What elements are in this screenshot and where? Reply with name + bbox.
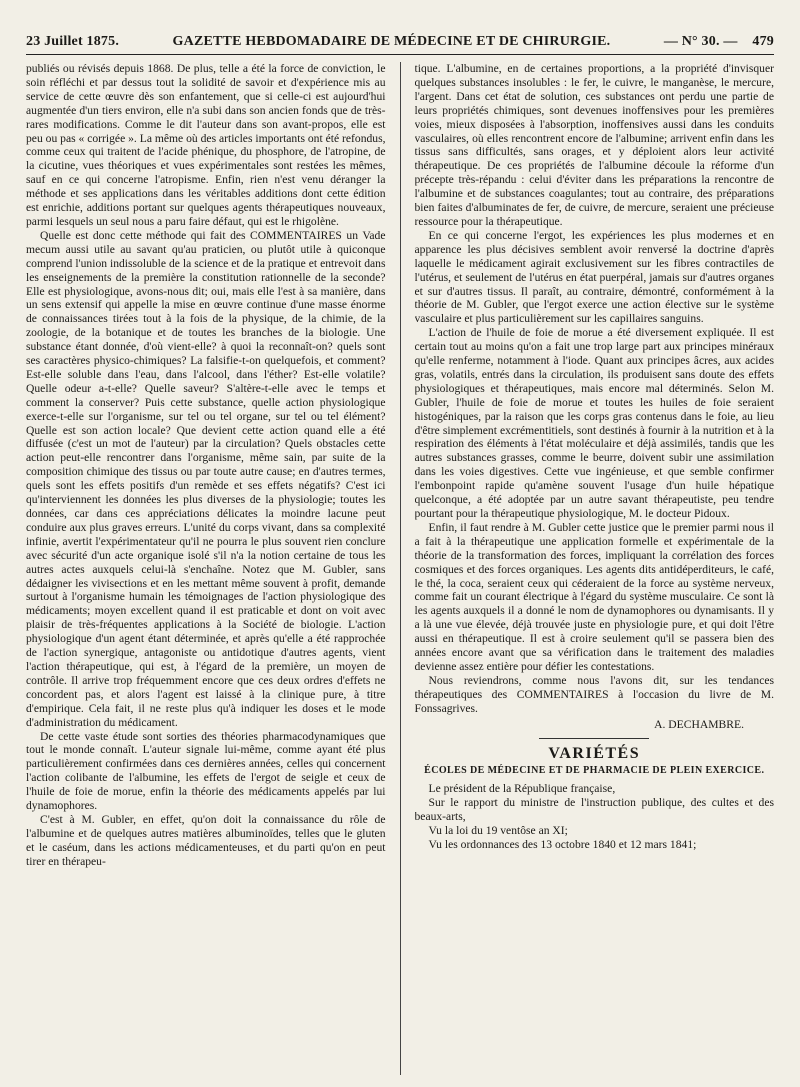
decree-line: Le président de la République française, — [428, 782, 616, 796]
right-column — [415, 62, 775, 1075]
paragraph: Enfin, il faut rendre à M. Gubler cette justice que le premier parmi nous il a fait à la thérapeutique une application formelle et expérimentale de la théorie de la transformation des forces, impliquant la corrélation des forces cosmiques et des forces organiques. Les agents dits antidéperditeurs, le café, le thé, la coca, seraient ceux qui céderaient de la force au système nerveux, comme fait un courant électrique à l'égard du système musculaire. Ce sont là les agents auxquels il a donné le nom de dynamophores ou dynamisants. Il y a là une vue élevée, déjà trouvée juste en physiologie pure, et qui doit l'être aussi en thérapeutique. Il est à croire seulement qu'il se passera bien des années encore avant que sa vérification dans le traitement des maladies devienne assez entière pour défier les contestations. — [414, 520, 774, 673]
section-subtitle: ÉCOLES DE MÉDECINE ET DE PHARMACIE DE PLEIN EXERCICE. — [424, 765, 765, 777]
section-divider — [539, 738, 649, 739]
paragraph: En ce qui concerne l'ergot, les expériences les plus modernes et en apparence les plus décisives semblent avoir renversé la doctrine d'après laquelle le médicament agirait exclusivement sur les fibres contractiles de l'utérus, et seulement de l'utérus en état puerpéral, jamais sur d'autres organes et sur d'autres tissus. Il paraît, au contraire, démontré, conformément à la théorie de M. Gubler, que l'ergot exerce une action élective sur le système vasculaire et plus particulièrement sur les capillaires sanguins. — [414, 228, 774, 326]
paragraph: Quelle est donc cette méthode qui fait des COMMENTAIRES un Vade mecum aussi utile au savant qu'au praticien, ou plutôt utile à quiconque comprend l'union indissoluble de la science et de la pratique et entrevoit dans les enseignements de la première la constitution rationnelle de la seconde? Elle est physiologique, avons-nous dit; oui, mais elle l'est à sa manière, dans un sens extensif qui appelle la mise en œuvre continue d'une masse énorme de connaissances tirées tout à la fois de la physique, de la chimie, de la zoologie, de la botanique et de toutes les branches de la biologie. Une substance étant donnée, d'où vient-elle? à quoi la reconnaît-on? quels sont ses caractères physico-chimiques? La falsifie-t-on quelquefois, et comment? Est-elle soluble dans l'eau, dans l'alcool, dans l'éther? Est-elle volatile? Quelle odeur a-t-elle? Quelle saveur? S'altère-t-elle avec le temps et comment la conserver? Puis cette substance, quelle action physiologique exerce-t-elle sur l'organisme, sur tel ou tel organe, sur tel ou tel élément? Quelle est son action locale? Que devient cette action quand elle a été diffusée (c'est un mot de l'auteur) par la circulation? Quels obstacles cette action peut-elle rencontrer dans l'organisme, même sain, par suite de la composition chimique des tissus ou par toute autre cause; en d'autres termes, quels sont les effets positifs d'un remède et ses effets négatifs? C'est ici qu'interviennent les données les plus diverses de la physiologie; toutes les données, car dans ces appréciations délicates la moindre lacune peut conduire aux plus graves erreurs. L'unité du corps vivant, dans sa complexité infinie, avertit l'expérimentateur qu'il ne pourra le plus souvent rien conclure avec sécurité d'un acte organique isolé s'il n'a la notion certaine de tous les autres actes auxquels celui-là s'enchaîne. Notez que M. Gubler, sans dédaigner les vivisections et en les mettant même souvent à profit, demande surtout à l'organisme humain les témoignages de l'action physiologique des médicaments; moyen excellent quand il est praticable et dont on voit avec plaisir de très-fréquentes applications à la Société de biologie. L'action physiologique d'un agent étant déterminée, et après qu'elle a été rapprochée de l'action synergique, antagoniste ou antidotique d'autres agents, vient l'action thérapeutique, qui est, à l'égard de la première, un moyen de contrôle. Il arrive trop fréquemment encore que ces deux ordres d'effets ne concordent pas, et alors l'agent est laissé à la clinique pure, à titre d'empirique. Cela fait, il ne reste plus qu'à indiquer les doses et le mode d'administration du médicament. — [26, 228, 386, 729]
left-column — [26, 62, 386, 1075]
header-title: GAZETTE HEBDOMADAIRE DE MÉDECINE ET DE CHIRURGIE. — [172, 34, 611, 49]
author-signature: A. DECHAMBRE. — [654, 717, 744, 731]
paragraph: publiés ou révisés depuis 1868. De plus, telle a été la force de conviction, le soin réfléchi et par dessus tout la solidité de savoir et d'expérience mis au service de cette œuvre dès son enfantement, que si celle-ci est aujourd'hui augmentée d'un tiers environ, elle n'a subi dans son ancien fonds que de très-rares modifications. Comme le dit l'auteur dans son avant-propos, elle est peu ou pas « corrigée ». La même où des articles importants ont été refondus, comme ceux qui traitent de l'acide phénique, du phosphore, de l'atropine, de la cicutine, vues théoriques et vues expérimentales sont restées les mêmes, sauf en ce qui concerne l'atropisme. Enfin, rien n'est venu déranger la méthode et ses applications dans les véritables additions dont cette édition est enrichie, additions portant sur quelques agents thérapeutiques nouveaux, parmi lesquels un seul nous a paru faire défaut, qui est le rhigolène. — [26, 62, 386, 228]
article-columns — [26, 62, 774, 1075]
header-issue: — N° 30. — — [663, 34, 738, 49]
decree-line: Sur le rapport du ministre de l'instruction publique, des cultes et des beaux-arts, — [414, 796, 774, 824]
section-title: VARIÉTÉS — [548, 744, 641, 762]
paragraph: C'est à M. Gubler, en effet, qu'on doit la connaissance du rôle de l'albumine et de quelques autres matières albuminoïdes, telles que le gluten et le caséum, dans les actions médicamenteuses, et du parti qu'on en peut tirer en thérapeu- — [26, 812, 386, 868]
header-page-number: 479 — [752, 34, 774, 49]
paragraph: Nous reviendrons, comme nous l'avons dit, sur les tendances thérapeutiques des COMMENTAIRES à l'occasion du livre de M. Fonssagrives. — [414, 673, 774, 715]
header-date: 23 Juillet 1875. — [26, 34, 120, 49]
decree-line: Vu les ordonnances des 13 octobre 1840 et 12 mars 1841; — [428, 837, 697, 851]
header-issue-page — [664, 34, 774, 50]
page-header — [26, 30, 774, 55]
paragraph: tique. L'albumine, en de certaines proportions, a la propriété d'invisquer quelques substances insolubles : le fer, le cuivre, le manganèse, le mercure, l'argent. Dans cet état de solution, ces substances ont perdu une partie de leurs propriétés chimiques, sont devenues inoffensives pour les premières voies, mieux disposées à l'absorption, inoffensives aussi dans les conduits vasculaires, où elles rencontrent encore de l'albumine; arrivent enfin dans les tissus sans difficultés, sans orages, et y déploient alors leur activité thérapeutique. De ces propriétés de l'albumine découle la réforme d'un précepte très-répandu : celui d'éviter dans les préparations la rencontre de l'albumine et de substances coagulantes; tout au contraire, des préparations bien faites d'albuminates de fer, de cuivre, de mercure, seraient une précieuse ressource pour la thérapeutique. — [414, 62, 774, 228]
decree-line: Vu la loi du 19 ventôse an XI; — [428, 824, 568, 838]
paragraph: De cette vaste étude sont sorties des théories pharmacodynamiques que tout le monde connaît. L'auteur signale lui-même, comme ayant été plus particulièrement confirmées dans ces dernières années, celles qui concernent l'action colibante de l'albumine, les effets de l'ergot de seigle et ceux de l'huile de foie de morue, enfin la théorie des médicaments appelés par lui dynamophores. — [26, 729, 386, 813]
column-divider — [400, 62, 401, 1075]
paragraph: L'action de l'huile de foie de morue a été diversement expliquée. Il est certain tout au moins qu'on a fait une trop large part aux principes minéraux qu'elle renferme, notamment à l'iode. Quant aux principes âcres, aux acides gras, volatils, entrés dans la circulation, ils produisent sans doute des effets physiologiques et thérapeutiques, mais encore mal déterminés. Selon M. Gubler, l'huile de foie de morue et toutes les huiles de foie seraient histogéniques, par la raison que les corps gras contenus dans le foie, au lieu d'être simplement excrémentitiels, sont destinés à fournir à la nutrition et à la respiration des éléments à l'état moléculaire et déjà assimilés, tandis que les autres substances grasses, comme le beurre, doivent subir une assimilation dans les voies digestives. Cette vue ingénieuse, et que semble confirmer l'embonpoint rapide qu'amène souvent l'usage d'un huile hépatique quelconque, a été adoptée par un autre savant thérapeutiste, peu tendre pourtant pour la thérapeutique physiologique, M. le docteur Pidoux. — [414, 326, 774, 520]
